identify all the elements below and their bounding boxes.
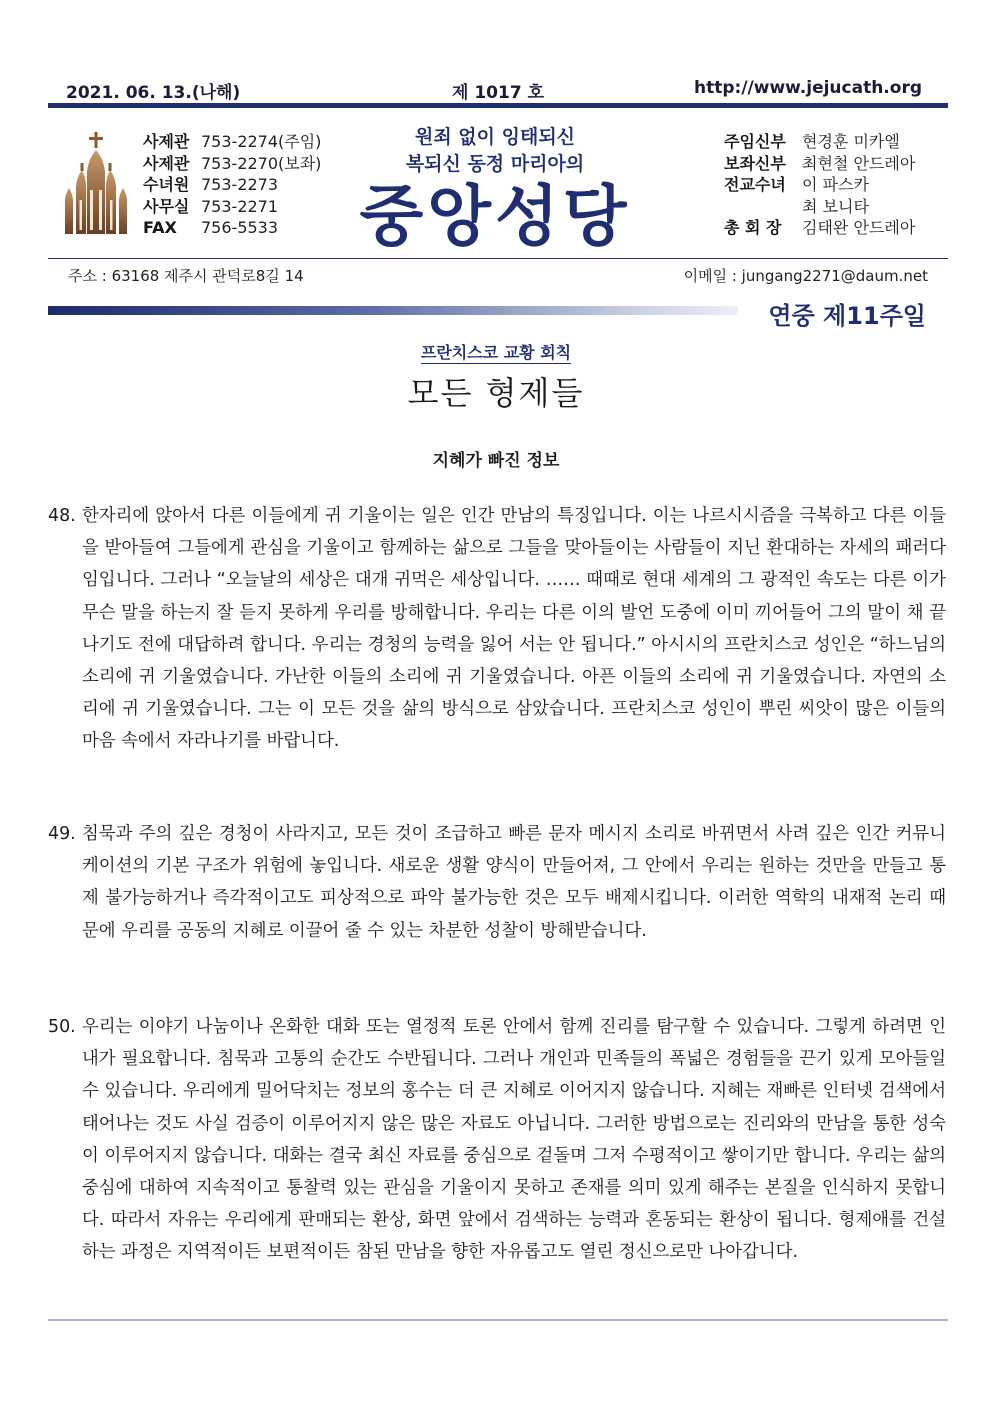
paragraph-number: 48.	[48, 506, 76, 526]
staff-list	[724, 131, 915, 239]
masthead-top-bar	[48, 76, 948, 106]
masthead-subtitle-2: 복되신 동정 마리아의	[405, 153, 585, 175]
paragraph-text: 한자리에 앉아서 다른 이들에게 귀 기울이는 일은 인간 만남의 특징입니다. 이는 나르시시즘을 극복하고 다른 이들을 받아들여 그들에게 관심을 기울이고 함께하는 삶으로 그들을 맞아들이는 사람들이 지닌 환대하는 자세의 패러다임입니다. 그러나 “오늘날의 세상은 대개 귀먹은 세상입니다. …… 때때로 현대 세계의 그 광적인 속도는 다른 이가 무슨 말을 하는지 잘 듣지 못하게 우리를 방해합니다. 우리는 다른 이의 발언 도중에 이미 끼어들어 그의 말이 채 끝나기도 전에 대답하려 합니다. 우리는 경청의 능력을 잃어 서는 안 됩니다.” 아시시의 프란치스코 성인은 “하느님의 소리에 귀 기울였습니다. 가난한 이들의 소리에 귀 기울였습니다. 아픈 이들의 소리에 귀 기울였습니다. 자연의 소리에 귀 기울였습니다. 그는 이 모든 것을 삶의 방식으로 삼았습니다. 프란치스코 성인이 뿌린 씨앗이 많은 이들의 마음 속에서 자라나기를 바랍니다.	[82, 506, 946, 752]
staff-name: 현경훈 미카엘	[802, 132, 900, 151]
paragraph-number: 49.	[48, 824, 76, 844]
article-title: 모든 형제들	[407, 374, 585, 412]
staff-name: 김태완 안드레아	[802, 218, 916, 237]
staff-name: 최현철 안드레아	[802, 153, 916, 173]
masthead-subtitle-1: 원죄 없이 잉태되신	[414, 126, 576, 148]
contact-row	[143, 131, 321, 153]
staff-row	[724, 153, 915, 175]
staff-name: 이 파스카	[802, 175, 869, 194]
contact-row	[143, 174, 321, 196]
contact-row	[143, 196, 321, 218]
top-divider	[48, 103, 948, 108]
church-email[interactable]: 이메일 : jungang2271@daum.net	[683, 267, 928, 285]
staff-row	[724, 196, 915, 218]
contact-value: 753-2270(보좌)	[201, 153, 322, 173]
article-source	[0, 340, 992, 363]
article-source-label: 프란치스코 교황 회칙	[420, 343, 572, 362]
contact-row	[143, 217, 321, 239]
paragraph-50	[48, 1011, 946, 1269]
paragraph-48	[48, 500, 946, 758]
staff-row	[724, 217, 915, 239]
middle-divider	[48, 258, 948, 259]
bottom-divider	[48, 1319, 948, 1321]
church-logo-icon	[60, 130, 132, 238]
issue-date: 2021. 06. 13.(나해)	[66, 83, 241, 103]
paragraph-number: 50.	[48, 1017, 76, 1037]
contact-value: 753-2273	[201, 175, 279, 194]
paragraph-text: 우리는 이야기 나눔이나 온화한 대화 또는 열정적 토론 안에서 함께 진리를 탐구할 수 있습니다. 그렇게 하려면 인내가 필요합니다. 침묵과 고통의 순간도 수반됩니다. 그러나 개인과 민족들의 폭넓은 경험들을 끈기 있게 모아들일 수 있습니다. 우리에게 밀어닥치는 정보의 홍수는 더 큰 지혜로 이어지지 않습니다. 지혜는 재빠른 인터넷 검색에서 태어나는 것도 사실 검증이 이루어지지 않은 많은 자료도 아닙니다. 그러한 방법으로는 진리와의 만남을 통한 성숙이 이루어지지 않습니다. 대화는 결국 최신 자료를 중심으로 겉돌며 그저 수평적이고 쌓이기만 합니다. 우리는 삶의 중심에 대하여 지속적이고 통찰력 있는 관심을 기울이지 못하고 존재를 의미 있게 해주는 본질을 인식하지 못합니다. 따라서 자유는 우리에게 판매되는 환상, 화면 앞에서 검색하는 능력과 혼동되는 환상이 됩니다. 형제애를 건설하는 과정은 지역적이든 보편적이든 참된 만남을 향한 자유롭고도 열린 정신으로만 나아갑니다.	[82, 1017, 946, 1263]
staff-role: 보좌신부	[724, 153, 786, 173]
contact-row	[143, 153, 321, 175]
contact-value: 756-5533	[201, 218, 279, 237]
issue-number: 제 1017 호	[452, 83, 544, 103]
website-url[interactable]: http://www.jejucath.org	[694, 78, 922, 98]
staff-role: 주임신부	[724, 132, 786, 151]
masthead-title	[320, 124, 670, 258]
paragraph-text: 침묵과 주의 깊은 경청이 사라지고, 모든 것이 조급하고 빠른 문자 메시지 소리로 바뀌면서 사려 깊은 인간 커뮤니케이션의 기본 구조가 위험에 놓입니다. 새로운 생활 양식이 만들어져, 그 안에서 우리는 원하는 것만을 만들고 통제 불가능하거나 즉각적이고도 피상적으로 파악 불가능한 것은 모두 배제시킵니다. 이러한 역학의 내재적 논리 때문에 우리를 공동의 지혜로 이끌어 줄 수 있는 차분한 성찰이 방해받습니다.	[82, 824, 946, 941]
section-heading: 지혜가 빠진 정보	[432, 451, 560, 471]
contact-label: FAX	[143, 218, 177, 237]
contact-value: 753-2274(주임)	[201, 132, 322, 151]
gradient-banner	[48, 306, 738, 315]
contact-value: 753-2271	[201, 196, 279, 216]
staff-row	[724, 131, 915, 153]
staff-role: 총 회 장	[724, 218, 782, 237]
church-name: 중앙성당	[359, 178, 631, 255]
contact-label: 사무실	[143, 196, 190, 216]
staff-role: 전교수녀	[724, 175, 786, 194]
paragraph-49	[48, 818, 946, 947]
contact-list	[143, 131, 321, 239]
contact-label: 사제관	[143, 132, 190, 151]
staff-name: 최 보니타	[802, 196, 869, 216]
staff-row	[724, 174, 915, 196]
contact-label: 수녀원	[143, 175, 190, 194]
church-address: 주소 : 63168 제주시 관덕로8길 14	[68, 267, 304, 285]
contact-label: 사제관	[143, 153, 190, 173]
liturgical-week: 연중 제11주일	[768, 302, 926, 330]
